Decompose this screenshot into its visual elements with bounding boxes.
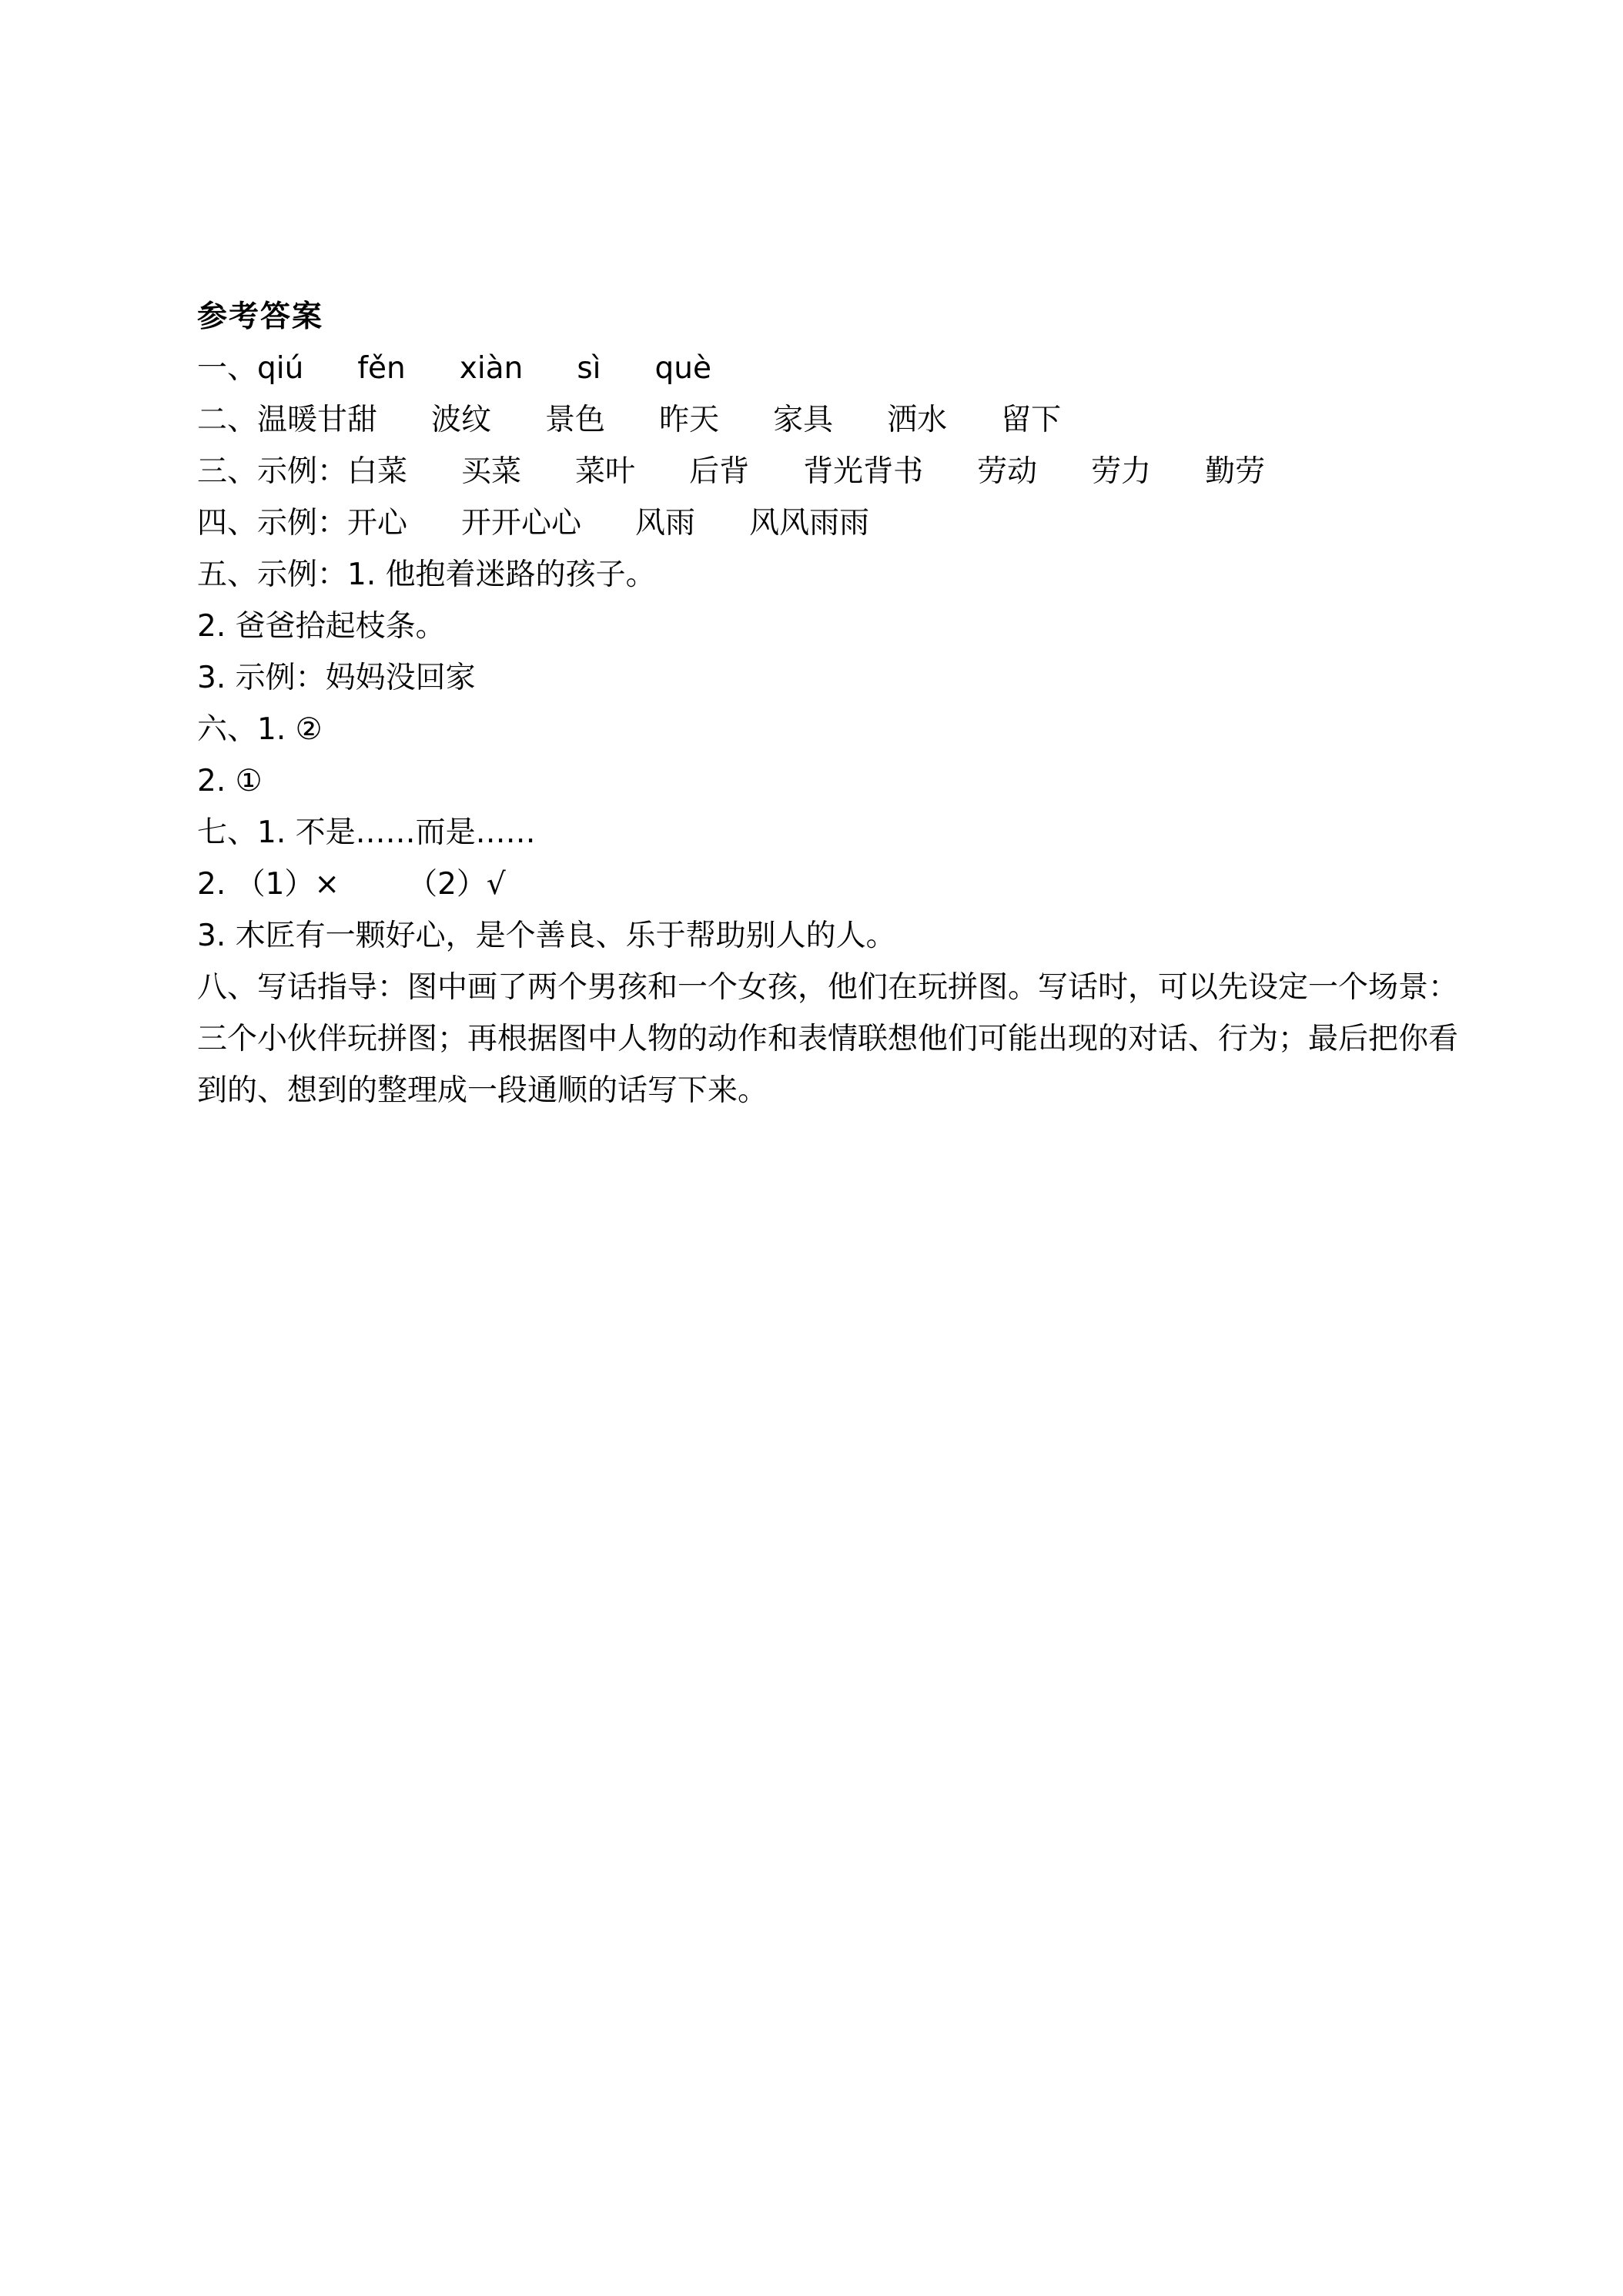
answer-1-item: sì	[577, 351, 601, 386]
answer-4-item: 开开心心	[461, 506, 582, 541]
answer-4-item: 风风雨雨	[749, 506, 870, 541]
answer-1-prefix: 一、	[197, 351, 258, 386]
answer-7-line-2	[197, 858, 1460, 910]
answer-1-item: fěn	[357, 351, 406, 386]
answer-7-line-1: 七、1. 不是……而是……	[197, 815, 536, 850]
answer-2-item: 留下	[1001, 403, 1062, 437]
answer-8-paragraph: 八、写话指导：图中画了两个男孩和一个女孩，他们在玩拼图。写话时，可以先设定一个场景：三个小伙伴玩拼图；再根据图中人物的动作和表情联想他们可能出现的对话、行为；最后把你看到的、想到的整理成一段通顺的话写下来。	[197, 970, 1459, 1108]
answer-7-line-3: 3. 木匠有一颗好心，是个善良、乐于帮助别人的人。	[197, 919, 896, 953]
answer-2	[197, 394, 1460, 446]
page-title: 参考答案	[197, 300, 324, 334]
answer-3-item: 菜叶	[575, 454, 636, 489]
answer-4	[197, 497, 1460, 549]
answer-2-prefix: 二、	[197, 403, 258, 437]
answer-3-item: 白菜	[347, 454, 408, 489]
answer-1-item: què	[654, 351, 711, 386]
answer-3-item: 勤劳	[1205, 454, 1266, 489]
answer-7-judge-2: （2）√	[407, 867, 506, 902]
answer-7-judge-1: 2. （1）×	[197, 867, 340, 902]
answer-5-line-3: 3. 示例：妈妈没回家	[197, 661, 476, 695]
answer-4-prefix: 四、示例：	[197, 506, 348, 541]
answer-3-item: 劳力	[1091, 454, 1152, 489]
answer-3-item: 背光背书	[803, 454, 924, 489]
answer-2-item: 波纹	[431, 403, 492, 437]
answer-2-item: 家具	[773, 403, 834, 437]
answer-3-item: 买菜	[461, 454, 522, 489]
answer-2-item: 景色	[545, 403, 606, 437]
answer-3	[197, 446, 1460, 497]
answer-2-item: 洒水	[887, 403, 948, 437]
answer-5-line-1: 五、示例：1. 他抱着迷路的孩子。	[197, 557, 656, 592]
answer-1	[197, 343, 1460, 394]
answer-2-item: 昨天	[659, 403, 720, 437]
answer-6-line-1: 六、1. ②	[197, 712, 323, 747]
answer-5-line-2: 2. 爸爸拾起枝条。	[197, 609, 446, 644]
answer-3-item: 劳动	[977, 454, 1038, 489]
answer-4-item: 开心	[347, 506, 408, 541]
answer-6-line-2: 2. ①	[197, 764, 263, 798]
answer-4-item: 风雨	[635, 506, 696, 541]
answer-3-item: 后背	[689, 454, 750, 489]
answer-1-item: xiàn	[459, 351, 524, 386]
answer-1-item: qiú	[257, 351, 304, 386]
answer-content	[197, 291, 1460, 1116]
answer-3-prefix: 三、示例：	[197, 454, 348, 489]
answer-2-item: 温暖甘甜	[257, 403, 378, 437]
